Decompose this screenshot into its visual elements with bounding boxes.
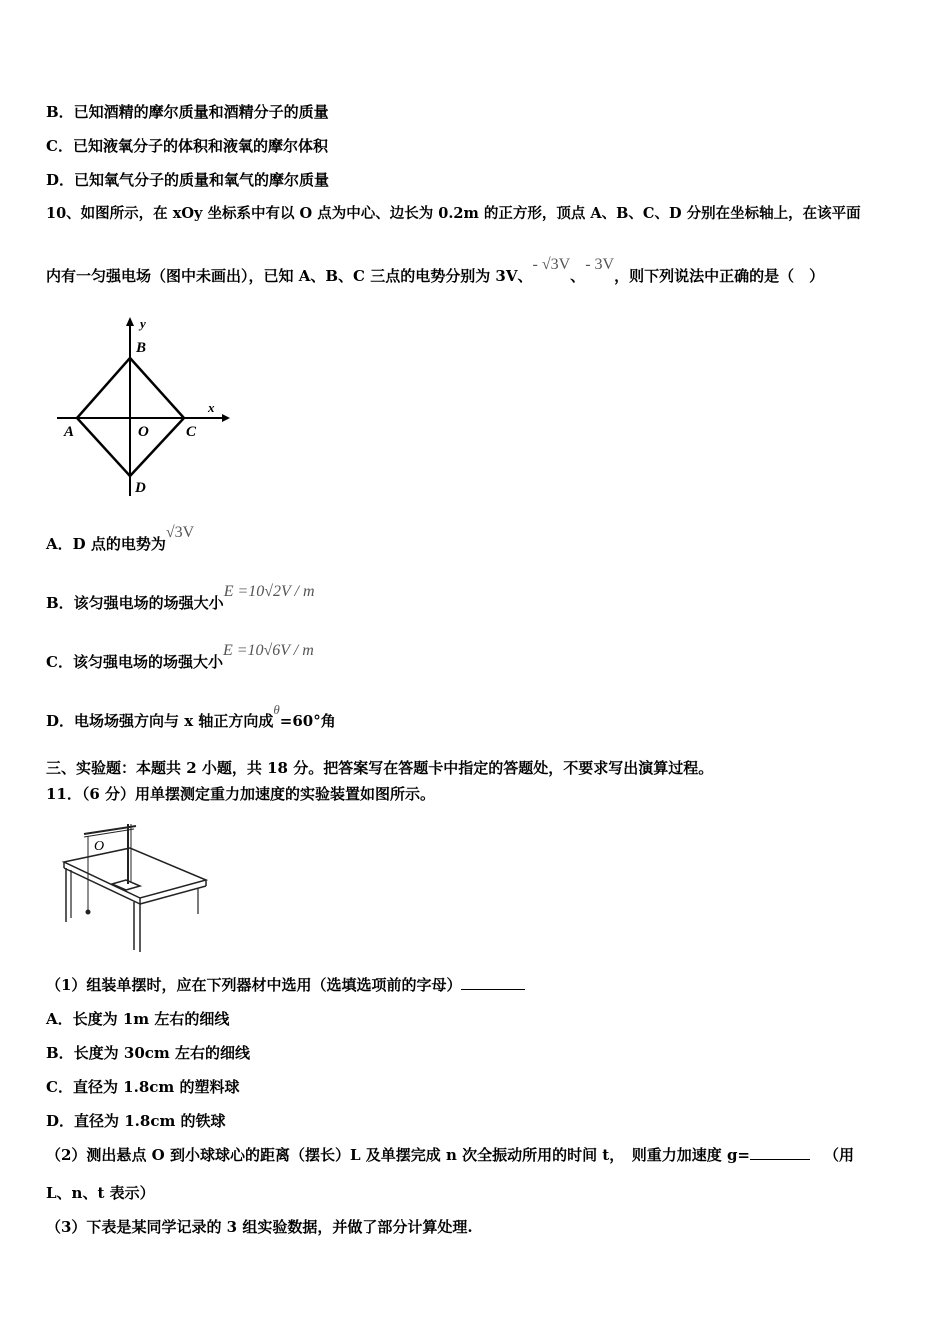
q11-part1-text: （1）组装单摆时，应在下列器材中选用（选填选项前的字母） bbox=[46, 976, 462, 994]
q11-option-b: B．长度为 30cm 左右的细线 bbox=[46, 1044, 251, 1062]
table-top bbox=[64, 848, 206, 898]
phi-b-value: - √3V bbox=[532, 256, 571, 273]
q11-part3: （3）下表是某同学记录的 3 组实验数据，并做了部分计算处理. bbox=[46, 1218, 473, 1236]
q9-option-d: D．已知氧气分子的质量和氧气的摩尔质量 bbox=[46, 171, 330, 189]
stand-base bbox=[112, 880, 140, 890]
answer-blank-2[interactable] bbox=[750, 1145, 810, 1160]
theta-symbol: θ bbox=[273, 702, 280, 717]
q9-option-c: C．已知液氧分子的体积和液氧的摩尔体积 bbox=[46, 137, 328, 155]
q10-option-c-math: E =10√6V / m bbox=[222, 642, 314, 659]
q10-option-c-text: C．该匀强电场的场强大小 bbox=[46, 653, 223, 671]
section-3-heading: 三、实验题：本题共 2 小题，共 18 分。把答案写在答题卡中指定的答题处，不要求写出演算过程。 bbox=[46, 759, 714, 777]
pendulum-bob bbox=[86, 910, 91, 915]
suspension-point-label: O bbox=[94, 839, 105, 854]
q11-part2 bbox=[46, 1145, 854, 1165]
q11-part1 bbox=[46, 975, 525, 995]
separator: 、 bbox=[570, 267, 586, 285]
q10-option-d bbox=[46, 702, 336, 732]
q10-option-d-text: D．电场场强方向与 x 轴正方向成 bbox=[46, 712, 274, 730]
pendulum-apparatus-figure bbox=[60, 818, 210, 954]
q10-stem-end: ，则下列说法中正确的是（ ） bbox=[614, 267, 825, 285]
q10-option-b bbox=[46, 583, 315, 614]
q10-option-c bbox=[46, 642, 314, 673]
square-coordinate-figure bbox=[52, 314, 232, 500]
q10-stem-text: 内有一匀强电场（图中未画出），已知 A、B、C 三点的电势分别为 3V、 bbox=[46, 267, 533, 285]
q11-part2-cont: L、n、t 表示） bbox=[46, 1184, 155, 1202]
q10-option-b-text: B．该匀强电场的场强大小 bbox=[46, 594, 224, 612]
q10-option-a-math: √3V bbox=[165, 524, 195, 541]
q11-option-c: C．直径为 1.8cm 的塑料球 bbox=[46, 1078, 240, 1096]
q10-stem-line2 bbox=[46, 256, 825, 287]
y-axis-arrow bbox=[126, 317, 134, 326]
q10-option-a bbox=[46, 524, 195, 555]
point-b-label: B bbox=[136, 340, 147, 356]
q9-option-b: B．已知酒精的摩尔质量和酒精分子的质量 bbox=[46, 103, 329, 121]
q10-option-d-end: =60°角 bbox=[279, 712, 336, 730]
q11-option-a: A．长度为 1m 左右的细线 bbox=[46, 1010, 230, 1028]
point-d-label: D bbox=[135, 480, 146, 496]
x-axis-label: x bbox=[208, 400, 215, 415]
y-axis-label: y bbox=[140, 316, 146, 331]
point-o-label: O bbox=[138, 424, 149, 440]
q11-part2-text: （2）测出悬点 O 到小球球心的距离（摆长）L 及单摆完成 n 次全振动所用的时间 t， 则重力加速度 g= bbox=[46, 1146, 751, 1164]
answer-blank-1[interactable] bbox=[461, 975, 525, 990]
q11-part2-paren: （用 bbox=[824, 1146, 855, 1164]
q10-option-a-text: A．D 点的电势为 bbox=[46, 535, 166, 553]
point-c-label: C bbox=[186, 424, 197, 440]
x-axis-arrow bbox=[222, 414, 230, 422]
q11-title: 11．（6 分）用单摆测定重力加速度的实验装置如图所示。 bbox=[46, 785, 436, 803]
q10-stem-line1: 10、如图所示，在 xOy 坐标系中有以 O 点为中心、边长为 0.2m 的正方形，顶点 A、B、C、D 分别在坐标轴上，在该平面 bbox=[46, 205, 861, 222]
phi-c-value: - 3V bbox=[585, 256, 615, 273]
point-a-label: A bbox=[64, 424, 75, 440]
q11-option-d: D．直径为 1.8cm 的铁球 bbox=[46, 1112, 226, 1130]
q10-option-b-math: E =10√2V / m bbox=[223, 583, 315, 600]
